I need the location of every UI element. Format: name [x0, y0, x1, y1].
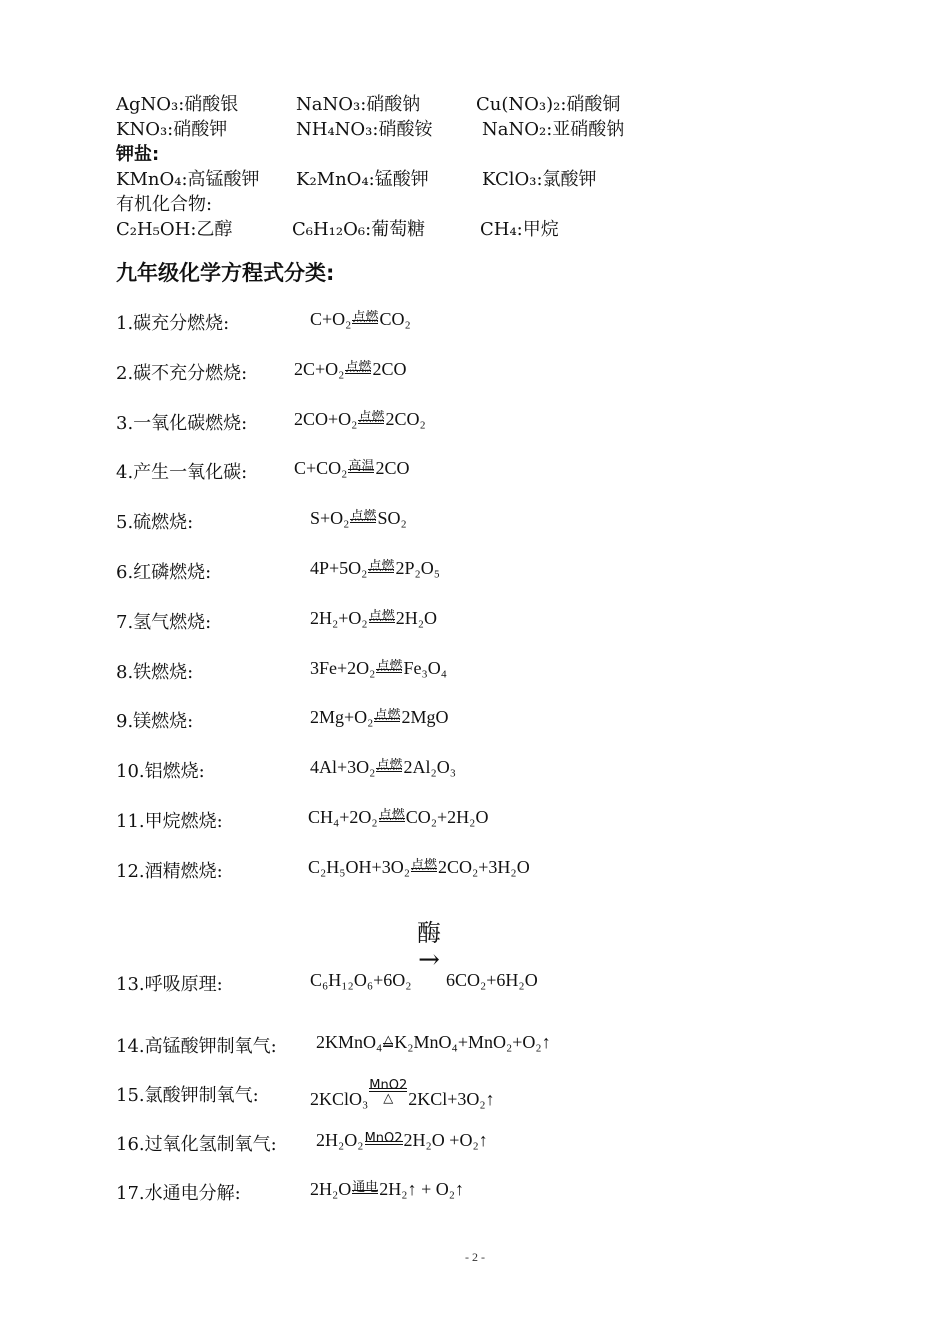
equation-products: 2MgO	[401, 707, 449, 728]
condition-top-text: 点燃	[368, 559, 395, 574]
equals-sign-icon	[376, 669, 402, 673]
equation-reactants: C+O₂	[310, 309, 352, 329]
salt-cuno3: Cu(NO₃)₂:硝酸铜	[476, 94, 621, 115]
reaction-condition	[378, 808, 405, 828]
equation-label: 10.铝燃烧:	[116, 761, 205, 783]
equation-products: 2KCl+3O₂↑	[408, 1089, 495, 1109]
reaction-condition	[350, 509, 377, 529]
condition-top-text: 点燃	[376, 758, 403, 774]
equation-formula	[308, 807, 488, 828]
equation-reactants: 2H₂O	[310, 1179, 352, 1199]
equation-reactants: 2Mg+O₂	[310, 707, 374, 728]
equation-reactants: 2C+O₂	[294, 358, 345, 379]
condition-top-text: 点燃	[368, 608, 395, 624]
equation-formula	[294, 359, 406, 380]
equation-label: 5.硫燃烧:	[116, 512, 194, 534]
equation-label: 14.高锰酸钾制氧气:	[116, 1036, 277, 1057]
equals-sign-icon	[383, 1043, 393, 1047]
equation-products: 2P₂O₅	[395, 558, 441, 578]
equals-sign-icon	[379, 818, 405, 822]
condition-top-text: △	[383, 1033, 394, 1048]
enzyme-arrow-icon: →	[418, 945, 440, 975]
equation-formula	[310, 608, 437, 629]
condition-top-text: 点燃	[358, 409, 385, 425]
potassium-salt-title: 钾盐:	[116, 144, 160, 165]
reaction-condition	[368, 608, 395, 629]
salt-nh4no3: NH₄NO₃:硝酸铵	[296, 119, 433, 140]
equals-sign-icon	[411, 868, 437, 872]
equation-reactants: 2H₂O₂	[316, 1130, 364, 1150]
enzyme-label: 酶	[417, 919, 441, 947]
equation-formula	[310, 309, 411, 330]
equation-formula	[294, 409, 426, 430]
equation-reactants: C₆H₁₂O₆+6O₂	[310, 970, 412, 990]
equation-products: 6CO₂+6H₂O	[446, 970, 538, 990]
equation-products: 2H₂O	[395, 607, 437, 628]
equals-sign-icon	[369, 619, 395, 623]
equation-reactants: S+O₂	[310, 508, 350, 529]
equation-formula	[310, 658, 447, 679]
salt-nano3: NaNO₃:硝酸钠	[296, 94, 421, 115]
equals-sign-icon	[376, 768, 402, 772]
equation-formula	[316, 1130, 488, 1151]
condition-top-text: MnO2	[364, 1131, 403, 1146]
equation-label: 11.甲烷燃烧:	[116, 811, 223, 832]
equation-label: 3.一氧化碳燃烧:	[116, 412, 248, 434]
reaction-condition	[345, 359, 372, 380]
equation-label: 8.铁燃烧:	[116, 661, 194, 683]
equals-sign-icon	[352, 1190, 378, 1194]
equation-reactants: CH₄+2O₂	[308, 807, 378, 827]
reaction-condition	[352, 310, 379, 330]
equation-products: CO₂+2H₂O	[405, 807, 489, 827]
condition-top-text: 点燃	[376, 658, 403, 674]
equals-sign-icon	[352, 320, 378, 324]
equation-formula	[294, 458, 409, 479]
equation-reactants: C+CO₂	[294, 458, 348, 479]
equation-label: 4.产生一氧化碳:	[116, 462, 248, 484]
reaction-condition	[376, 758, 403, 778]
equals-sign-icon	[365, 1141, 403, 1145]
equals-sign-icon	[348, 469, 374, 473]
section-title: 九年级化学方程式分类:	[116, 261, 335, 285]
equation-reactants: 4Al+3O₂	[310, 757, 376, 778]
equation-formula	[310, 707, 448, 728]
equals-sign-icon	[358, 420, 384, 424]
equation-formula	[310, 558, 440, 579]
equation-label: 7.氢气燃烧:	[116, 611, 212, 633]
condition-top-text: 点燃	[374, 708, 401, 724]
condition-top-text: 点燃	[352, 310, 379, 325]
condition-top-text: 高温	[348, 459, 375, 475]
equation-label: 2.碳不充分燃烧:	[116, 362, 248, 384]
equation-label: 16.过氧化氢制氧气:	[116, 1134, 277, 1155]
condition-top-text: 点燃	[378, 808, 405, 823]
equation-formula	[310, 1179, 464, 1200]
salt-kno3: KNO₃:硝酸钾	[116, 119, 228, 140]
equation-formula	[310, 508, 407, 529]
organic-ethanol: C₂H₅OH:乙醇	[116, 219, 233, 240]
equation-reactants: C₂H₅OH+3O₂	[308, 856, 410, 877]
condition-top-text: 点燃	[410, 857, 437, 873]
organic-glucose: C₆H₁₂O₆:葡萄糖	[292, 219, 426, 240]
condition-top-text: 点燃	[345, 359, 372, 375]
equation-label: 17.水通电分解:	[116, 1183, 241, 1204]
organic-title: 有机化合物:	[116, 194, 213, 215]
equation-products: 2Al₂O₃	[403, 757, 457, 778]
equation-formula	[310, 757, 456, 778]
equation-label: 1.碳充分燃烧:	[116, 313, 230, 334]
equals-sign-icon	[368, 569, 394, 573]
equation-formula	[308, 857, 530, 878]
equation-label: 15.氯酸钾制氧气:	[116, 1085, 259, 1106]
equation-reactants: 3Fe+2O₂	[310, 657, 376, 678]
equation-products: K₂MnO₄+MnO₂+O₂↑	[394, 1032, 551, 1052]
salt-agno3: AgNO₃:硝酸银	[116, 94, 239, 115]
organic-methane: CH₄:甲烷	[480, 219, 559, 240]
page-number: - 2 -	[465, 1250, 485, 1264]
equation-products: 2CO₂+3H₂O	[438, 856, 530, 877]
reaction-condition	[369, 1078, 408, 1110]
equals-sign-icon	[350, 519, 376, 523]
equation-reactants: 4P+5O₂	[310, 558, 368, 578]
equation-products: 2H₂↑ + O₂↑	[379, 1179, 464, 1199]
condition-top-text: 通电	[352, 1180, 379, 1195]
equation-label: 12.酒精燃烧:	[116, 860, 223, 882]
reaction-condition	[410, 857, 437, 878]
equals-sign-icon	[345, 370, 371, 374]
equation-reactants: 2H₂+O₂	[310, 607, 368, 628]
equation-formula	[310, 1078, 495, 1110]
salt-k2mno4: K₂MnO₄:锰酸钾	[296, 169, 429, 190]
equation-products: Fe₃O₄	[403, 657, 448, 678]
salt-kmno4: KMnO₄:高锰酸钾	[116, 169, 260, 190]
condition-top-text: MnO2	[369, 1078, 408, 1093]
condition-top-text: 点燃	[350, 509, 377, 525]
equation-formula	[316, 1032, 551, 1053]
reaction-condition	[364, 1131, 403, 1151]
equation-products: 2H₂O +O₂↑	[403, 1130, 488, 1150]
reaction-condition	[348, 459, 375, 479]
reaction-condition	[352, 1180, 379, 1200]
equation-products: 2CO	[375, 458, 410, 479]
enzyme-condition	[412, 913, 446, 975]
reaction-condition	[358, 409, 385, 430]
salt-nano2: NaNO₂:亚硝酸钠	[482, 119, 625, 140]
equation-products: 2CO	[372, 358, 407, 379]
reaction-condition	[376, 658, 403, 679]
equation-label: 9.镁燃烧:	[116, 711, 194, 733]
equation-label: 6.红磷燃烧:	[116, 562, 212, 583]
equation-products: CO₂	[379, 309, 411, 329]
equation-reactants: 2KClO₃	[310, 1089, 369, 1109]
reaction-condition	[368, 559, 395, 579]
equation-reactants: 2KMnO₄	[316, 1032, 383, 1052]
reaction-condition	[383, 1033, 394, 1053]
equation-products: 2CO₂	[385, 408, 426, 429]
condition-bottom-text: △	[383, 1090, 394, 1105]
equation-products: SO₂	[377, 508, 407, 529]
equals-sign-icon	[374, 718, 400, 722]
salt-kclo3: KClO₃:氯酸钾	[482, 169, 597, 190]
equation-reactants: 2CO+O₂	[294, 408, 358, 429]
reaction-condition	[374, 708, 401, 728]
equation-label: 13.呼吸原理:	[116, 974, 223, 995]
